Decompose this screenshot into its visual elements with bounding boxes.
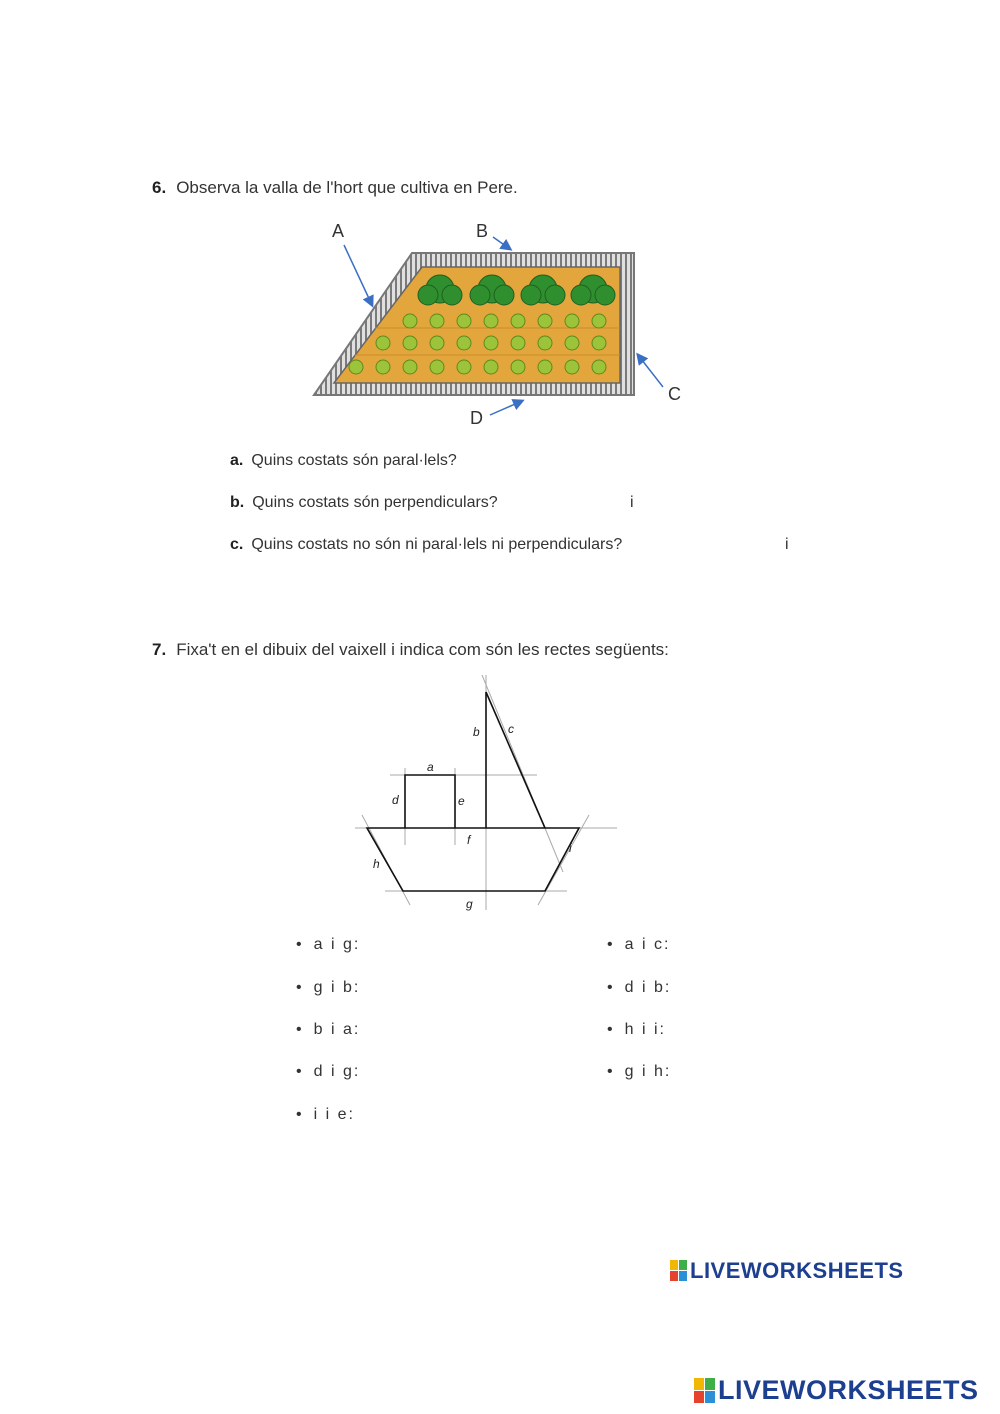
item-h-i: • h i i: <box>607 1021 666 1038</box>
q6-text: Observa la valla de l'hort que cultiva en Pere. <box>176 178 518 197</box>
item-a-g-label: a i g: <box>313 936 361 953</box>
label-A: A <box>332 221 345 241</box>
q7-number: 7. <box>152 640 167 659</box>
label-b: b <box>473 725 480 739</box>
brand-text-mid: LIVEWORKSHEETS <box>690 1258 904 1283</box>
item-i-e: • i i e: <box>296 1106 355 1123</box>
brand-logo-bottom <box>694 1375 979 1406</box>
item-a-c: • a i c: <box>607 936 671 953</box>
label-f: f <box>467 833 471 847</box>
label-C: C <box>668 384 681 404</box>
label-D: D <box>470 408 483 428</box>
item-h-i-label: h i i: <box>624 1021 666 1038</box>
q6c <box>230 536 622 554</box>
label-e: e <box>458 794 465 808</box>
q6a-letter: a. <box>230 452 244 469</box>
liveworksheets-icon <box>670 1260 688 1282</box>
q6a <box>230 452 457 470</box>
q6c-join: i <box>785 536 789 553</box>
brand-text-bottom: LIVEWORKSHEETS <box>718 1375 979 1405</box>
label-h: h <box>373 857 380 871</box>
item-d-g: • d i g: <box>296 1063 361 1080</box>
label-g: g <box>466 897 473 911</box>
liveworksheets-icon <box>694 1378 716 1404</box>
item-g-b-label: g i b: <box>313 979 361 996</box>
item-a-c-label: a i c: <box>624 936 671 953</box>
q6a-text: Quins costats són paral·lels? <box>251 452 457 469</box>
item-d-g-label: d i g: <box>313 1063 361 1080</box>
q6-number: 6. <box>152 178 167 197</box>
item-i-e-label: i i e: <box>313 1106 355 1123</box>
q6c-letter: c. <box>230 536 244 553</box>
q6b-join: i <box>630 494 634 511</box>
item-d-b-label: d i b: <box>624 979 672 996</box>
item-g-h-label: g i h: <box>624 1063 672 1080</box>
label-d: d <box>392 793 399 807</box>
item-d-b: • d i b: <box>607 979 672 996</box>
label-a: a <box>427 760 434 774</box>
garden-fence-figure <box>300 215 720 430</box>
q6b <box>230 494 498 512</box>
label-c: c <box>508 722 514 736</box>
label-i: i <box>569 841 572 855</box>
item-g-b: • g i b: <box>296 979 361 996</box>
brand-logo-mid <box>670 1258 904 1284</box>
item-b-a-label: b i a: <box>313 1021 361 1038</box>
q7-text: Fixa't en el dibuix del vaixell i indica com són les rectes següents: <box>176 640 669 659</box>
boat-figure <box>345 670 625 915</box>
q6c-text: Quins costats no són ni paral·lels ni perpendiculars? <box>251 536 623 553</box>
q7-title <box>152 640 669 660</box>
item-b-a: • b i a: <box>296 1021 361 1038</box>
item-a-g: • a i g: <box>296 936 361 953</box>
q6-title <box>152 178 518 198</box>
q6b-text: Quins costats són perpendiculars? <box>252 494 498 511</box>
label-B: B <box>476 221 489 241</box>
item-g-h: • g i h: <box>607 1063 672 1080</box>
q6b-letter: b. <box>230 494 245 511</box>
